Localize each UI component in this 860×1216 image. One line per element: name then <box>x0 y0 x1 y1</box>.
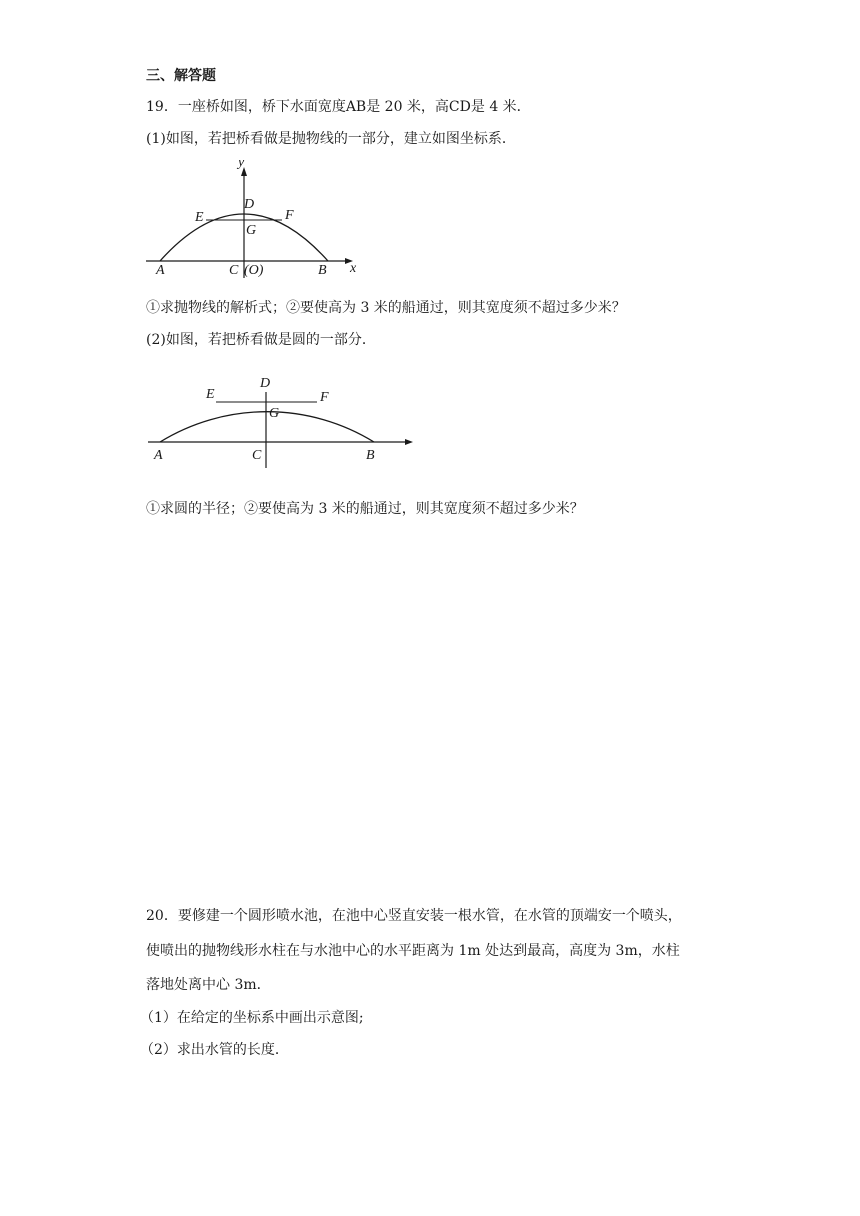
label-x: x <box>350 261 357 276</box>
q20-line2: 使喷出的抛物线形水柱在与水池中心的水平距离为 1m 处达到最高，高度为 3m，水柱 <box>146 943 680 959</box>
label-F: F <box>320 390 329 405</box>
water-line-arrow <box>405 439 413 445</box>
q19-stem: 19．一座桥如图，桥下水面宽度AB是 20 米，高CD是 4 米． <box>146 99 531 115</box>
circle-arc <box>160 412 374 442</box>
label-E: E <box>206 387 215 402</box>
label-A: A <box>154 448 163 463</box>
q20-sub1: （1）在给定的坐标系中画出示意图; <box>140 1010 364 1026</box>
label-C: C <box>229 263 239 278</box>
parabola-bridge-figure <box>140 160 370 282</box>
label-B: B <box>366 448 375 463</box>
label-O: (O) <box>244 263 264 278</box>
q20-sub2: （2）求出水管的长度． <box>140 1042 289 1058</box>
circle-bridge-figure <box>140 368 420 468</box>
label-G: G <box>246 223 257 238</box>
q19-part1: (1)如图，若把桥看做是抛物线的一部分，建立如图坐标系． <box>146 131 516 147</box>
q19-part2-question: ①求圆的半径；②要使高为 3 米的船通过，则其宽度须不超过多少米？ <box>146 501 584 517</box>
q19-part2: (2)如图，若把桥看做是圆的一部分． <box>146 332 376 348</box>
q19-part1-question: ①求抛物线的解析式；②要使高为 3 米的船通过，则其宽度须不超过多少米？ <box>146 300 626 316</box>
label-D: D <box>260 376 271 391</box>
label-F: F <box>285 208 294 223</box>
label-G: G <box>269 406 280 421</box>
q20-line1: 20．要修建一个圆形喷水池，在池中心竖直安装一根水管，在水管的顶端安一个喷头， <box>146 908 682 924</box>
q20-line3: 落地处离中心 3m． <box>146 977 271 993</box>
label-D: D <box>244 197 255 212</box>
label-y: y <box>238 160 245 170</box>
label-E: E <box>195 210 204 225</box>
label-B: B <box>318 263 327 278</box>
label-C: C <box>252 448 262 463</box>
section-title: 三、解答题 <box>146 68 216 84</box>
label-A: A <box>156 263 165 278</box>
